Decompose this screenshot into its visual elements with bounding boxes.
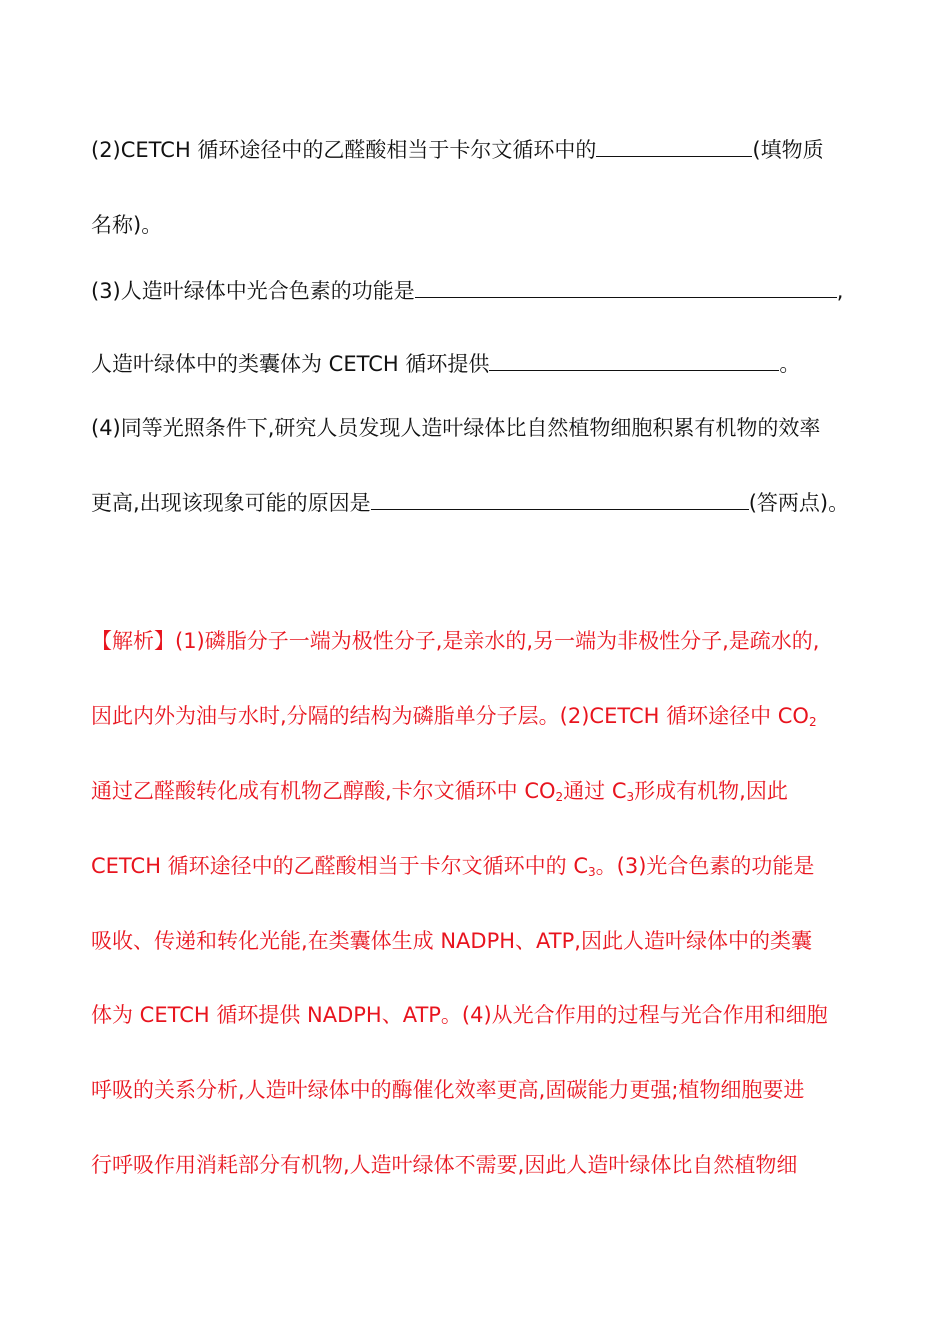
- q3-line2: [91, 347, 861, 381]
- analysis-text-7: 呼吸的关系分析,人造叶绿体中的酶催化效率更高,固碳能力更强;植物细胞要进: [91, 1078, 805, 1102]
- q4-line2-prefix: 更高,出现该现象可能的原因是: [91, 491, 371, 515]
- analysis-text-3c: 形成有机物,因此: [634, 779, 788, 803]
- q4-line1-text: (4)同等光照条件下,研究人员发现人造叶绿体比自然植物细胞积累有机物的效率: [91, 416, 821, 440]
- q3-answer-blank-2[interactable]: [489, 348, 779, 371]
- q3-answer-blank-1[interactable]: [415, 275, 837, 298]
- q3-line2-suffix: 。: [779, 352, 801, 376]
- analysis-line-4: [91, 849, 861, 883]
- analysis-text-6: 体为 CETCH 循环提供 NADPH、ATP。(4)从光合作用的过程与光合作用和细胞: [91, 1003, 828, 1027]
- analysis-text-4b: 。(3)光合色素的功能是: [595, 854, 815, 878]
- q3-line1: [91, 274, 861, 308]
- analysis-line-5: [91, 924, 861, 958]
- q2-line2: [91, 208, 861, 242]
- q4-line2-suffix: (答两点)。: [748, 491, 850, 515]
- analysis-line-7: [91, 1073, 861, 1107]
- q2-answer-blank[interactable]: [596, 134, 752, 157]
- analysis-line-6: [91, 998, 861, 1032]
- analysis-line-8: [91, 1148, 861, 1182]
- analysis-sub-co2-2: 2: [555, 790, 564, 804]
- q3-prefix: (3)人造叶绿体中光合色素的功能是: [91, 279, 415, 303]
- q3-line2-prefix: 人造叶绿体中的类囊体为 CETCH 循环提供: [91, 352, 490, 376]
- q3-suffix: ,: [836, 279, 844, 303]
- analysis-text-2: 因此内外为油与水时,分隔的结构为磷脂单分子层。(2)CETCH 循环途径中 CO: [91, 704, 809, 728]
- analysis-sub-c3-1: 3: [626, 790, 635, 804]
- q2-prefix: (2)CETCH 循环途径中的乙醛酸相当于卡尔文循环中的: [91, 138, 597, 162]
- analysis-text-5: 吸收、传递和转化光能,在类囊体生成 NADPH、ATP,因此人造叶绿体中的类囊: [91, 929, 812, 953]
- analysis-text-3a: 通过乙醛酸转化成有机物乙醇酸,卡尔文循环中 CO: [91, 779, 556, 803]
- q2-line1: [91, 133, 861, 167]
- q4-line2: [91, 486, 861, 520]
- analysis-sub-co2-1: 2: [808, 715, 817, 729]
- q4-line1: [91, 411, 861, 445]
- q4-answer-blank[interactable]: [371, 487, 749, 510]
- q2-cont: 名称)。: [91, 213, 163, 237]
- q2-suffix: (填物质: [752, 138, 824, 162]
- analysis-text-8: 行呼吸作用消耗部分有机物,人造叶绿体不需要,因此人造叶绿体比自然植物细: [91, 1153, 798, 1177]
- analysis-sub-c3-2: 3: [588, 865, 596, 879]
- analysis-text-3b: 通过 C: [563, 779, 627, 803]
- analysis-line-3: [91, 774, 861, 808]
- analysis-line-2: [91, 699, 861, 733]
- analysis-text-4a: CETCH 循环途径中的乙醛酸相当于卡尔文循环中的 C: [91, 854, 588, 878]
- analysis-line-1: [91, 624, 861, 658]
- analysis-text-1: 【解析】(1)磷脂分子一端为极性分子,是亲水的,另一端为非极性分子,是疏水的,: [91, 629, 820, 653]
